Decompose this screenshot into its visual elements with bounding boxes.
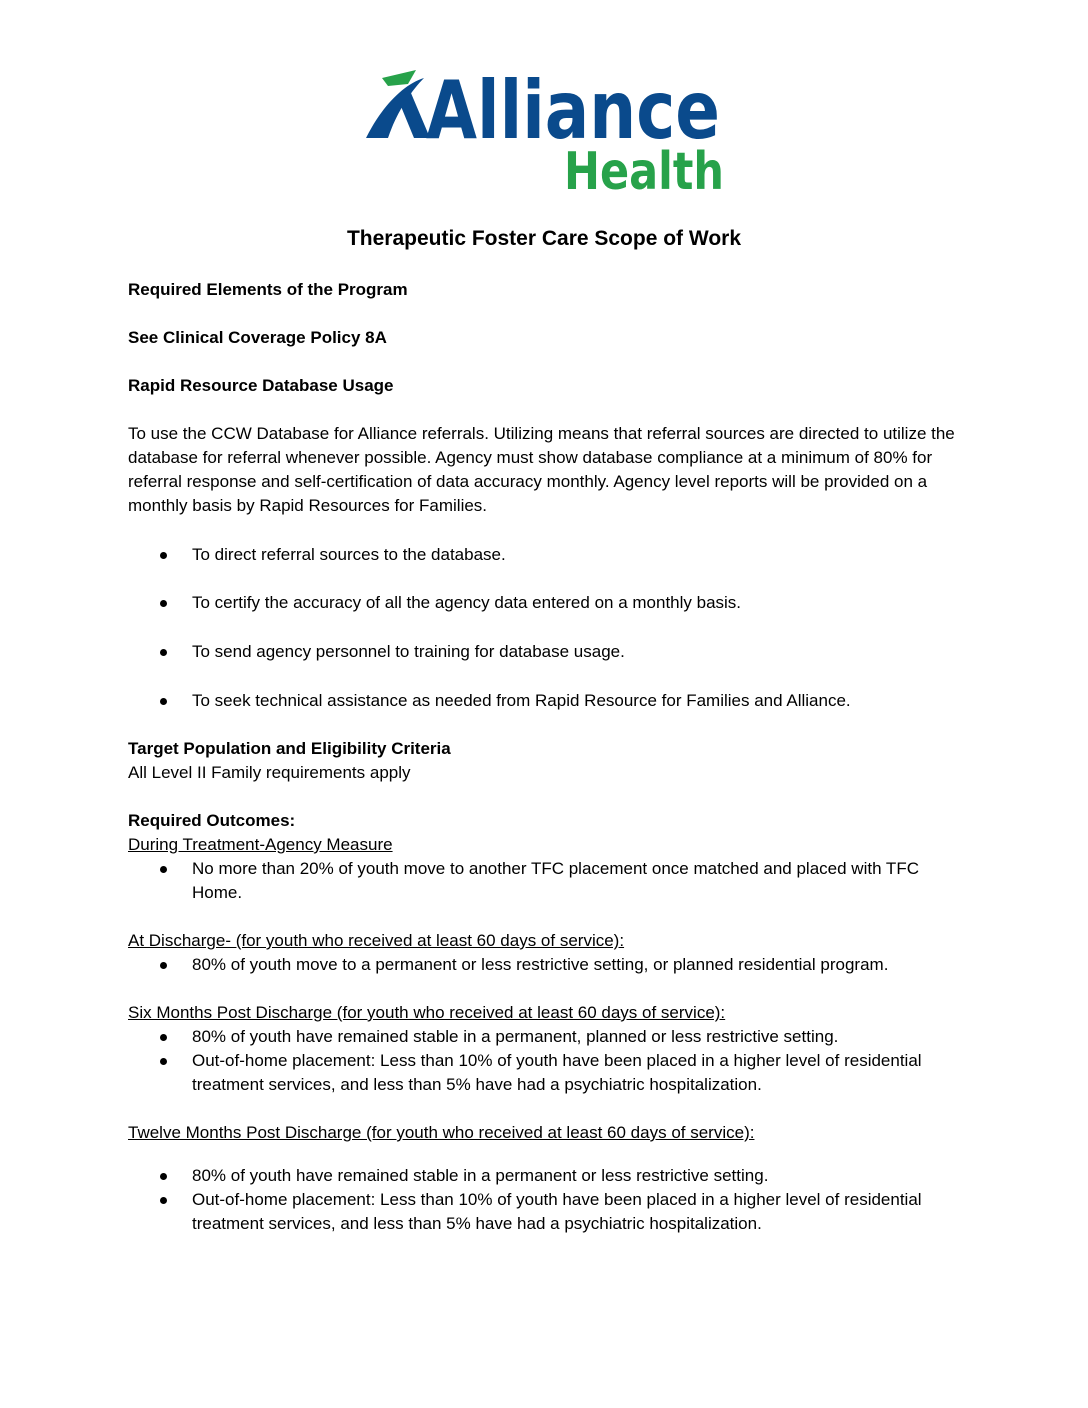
list-item: 80% of youth have remained stable in a permanent, planned or less restrictive setting. bbox=[128, 1025, 963, 1049]
discharge-bullet-list bbox=[128, 953, 963, 977]
list-item: 80% of youth move to a permanent or less restrictive setting, or planned residential program. bbox=[128, 953, 963, 977]
logo-word-health: Health bbox=[564, 142, 724, 202]
alliance-health-logo bbox=[364, 62, 724, 202]
target-text: All Level II Family requirements apply bbox=[128, 763, 411, 782]
page-title: Therapeutic Foster Care Scope of Work bbox=[346, 227, 742, 250]
discharge-heading: At Discharge- (for youth who received at least 60 days of service): bbox=[128, 931, 625, 950]
logo-swoosh-green-icon bbox=[382, 70, 416, 86]
document-body bbox=[128, 278, 963, 1236]
twelve-months-heading: Twelve Months Post Discharge (for youth who received at least 60 days of service): bbox=[128, 1123, 755, 1142]
logo-graphic bbox=[364, 62, 724, 202]
during-treatment-heading: During Treatment-Agency Measure bbox=[128, 835, 393, 854]
list-item: 80% of youth have remained stable in a permanent or less restrictive setting. bbox=[128, 1164, 963, 1188]
database-heading: Rapid Resource Database Usage bbox=[128, 376, 394, 395]
required-elements-heading: Required Elements of the Program bbox=[128, 280, 408, 299]
database-paragraph: To use the CCW Database for Alliance referrals. Utilizing means that referral sources are directed to utilize the database for referral whenever possible. Agency must show database compliance at a minimum of 80% for referral response and self-certification of data accuracy monthly. Agency level reports will be provided on a monthly basis by Rapid Resources for Families. bbox=[128, 424, 955, 515]
list-item: Out-of-home placement: Less than 10% of youth have been placed in a higher level of residential treatment services, and less than 5% have had a psychiatric hospitalization. bbox=[128, 1188, 963, 1236]
target-heading: Target Population and Eligibility Criteria bbox=[128, 739, 451, 758]
logo-word-alliance: Alliance bbox=[426, 64, 720, 157]
outcomes-heading: Required Outcomes: bbox=[128, 811, 296, 830]
six-months-bullet-list bbox=[128, 1025, 963, 1097]
list-item: No more than 20% of youth move to another TFC placement once matched and placed with TFC Home. bbox=[128, 857, 963, 905]
list-item: To certify the accuracy of all the agency data entered on a monthly basis. bbox=[128, 591, 963, 615]
list-item: To send agency personnel to training for database usage. bbox=[128, 640, 963, 664]
database-bullet-list bbox=[128, 543, 963, 713]
clinical-policy-heading: See Clinical Coverage Policy 8A bbox=[128, 328, 387, 347]
six-months-heading: Six Months Post Discharge (for youth who received at least 60 days of service): bbox=[128, 1003, 726, 1022]
twelve-months-bullet-list bbox=[128, 1164, 963, 1236]
during-bullet-list bbox=[128, 857, 963, 905]
list-item: To direct referral sources to the database. bbox=[128, 543, 963, 567]
list-item: To seek technical assistance as needed from Rapid Resource for Families and Alliance. bbox=[128, 689, 963, 713]
list-item: Out-of-home placement: Less than 10% of youth have been placed in a higher level of residential treatment services, and less than 5% have had a psychiatric hospitalization. bbox=[128, 1049, 963, 1097]
